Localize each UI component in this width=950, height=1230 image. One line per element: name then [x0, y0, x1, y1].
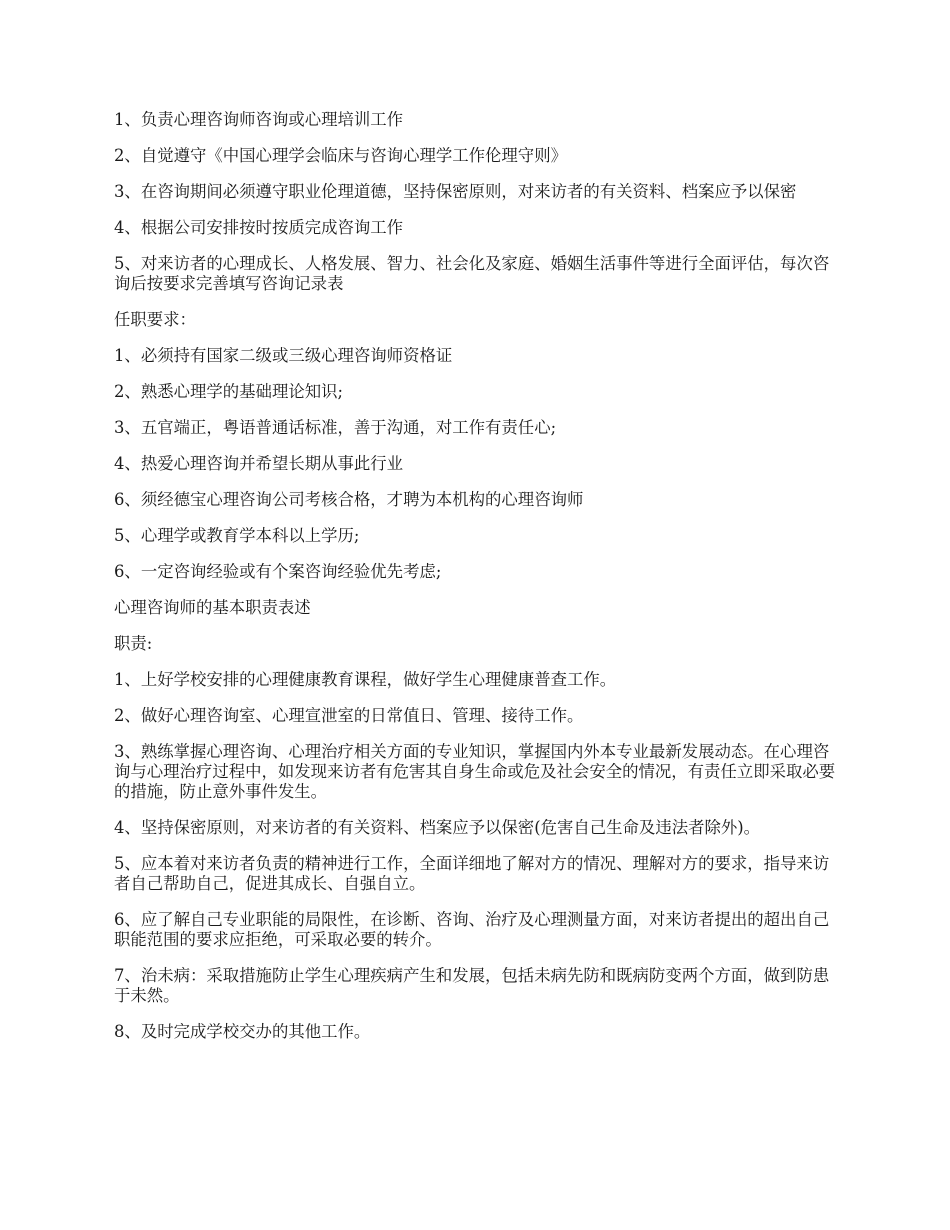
paragraph: 5、心理学或教育学本科以上学历;: [114, 526, 360, 545]
paragraph: 6、应了解自己专业职能的局限性，在诊断、咨询、治疗及心理测量方面，对来访者提出的超出自己职能范围的要求应拒绝，可采取必要的转介。: [114, 910, 830, 949]
paragraph: 5、对来访者的心理成长、人格发展、智力、社会化及家庭、婚姻生活事件等进行全面评估，每次咨询后按要求完善填写咨询记录表: [114, 254, 830, 293]
paragraph: 2、做好心理咨询室、心理宣泄室的日常值日、管理、接待工作。: [114, 706, 584, 725]
paragraph: 1、必须持有国家二级或三级心理咨询师资格证: [114, 346, 453, 365]
paragraph: 1、上好学校安排的心理健康教育课程，做好学生心理健康普查工作。: [114, 670, 617, 689]
paragraph: 3、五官端正，粤语普通话标准，善于沟通，对工作有责任心;: [114, 418, 557, 437]
section-heading: 职责:: [114, 634, 153, 653]
paragraph: 4、热爱心理咨询并希望长期从事此行业: [114, 454, 404, 473]
paragraph: 7、治未病：采取措施防止学生心理疾病产生和发展，包括未病先防和既病防变两个方面，做到防患于未然。: [114, 966, 830, 1005]
paragraph: 4、坚持保密原则，对来访者的有关资料、档案应予以保密(危害自己生命及违法者除外)。: [114, 818, 761, 837]
paragraph: 6、一定咨询经验或有个案咨询经验优先考虑;: [114, 562, 442, 581]
paragraph: 4、根据公司安排按时按质完成咨询工作: [114, 218, 404, 237]
paragraph: 1、负责心理咨询师咨询或心理培训工作: [114, 110, 404, 129]
section-heading: 心理咨询师的基本职责表述: [114, 598, 311, 617]
paragraph: 3、在咨询期间必须遵守职业伦理道德，坚持保密原则，对来访者的有关资料、档案应予以保密: [114, 182, 797, 201]
paragraph: 5、应本着对来访者负责的精神进行工作，全面详细地了解对方的情况、理解对方的要求，指导来访者自己帮助自己，促进其成长、自强自立。: [114, 854, 830, 893]
paragraph: 2、熟悉心理学的基础理论知识;: [114, 382, 344, 401]
document-body: [114, 110, 840, 1058]
paragraph: 6、须经德宝心理咨询公司考核合格，才聘为本机构的心理咨询师: [114, 490, 584, 509]
section-heading: 任职要求：: [114, 310, 196, 329]
paragraph: 2、自觉遵守《中国心理学会临床与咨询心理学工作伦理守则》: [114, 146, 567, 165]
paragraph: 3、熟练掌握心理咨询、心理治疗相关方面的专业知识，掌握国内外本专业最新发展动态。在心理咨询与心理治疗过程中，如发现来访者有危害其自身生命或危及社会安全的情况，有责任立即采取必要的措施，防止意外事件发生。: [114, 742, 836, 801]
paragraph: 8、及时完成学校交办的其他工作。: [114, 1022, 371, 1041]
